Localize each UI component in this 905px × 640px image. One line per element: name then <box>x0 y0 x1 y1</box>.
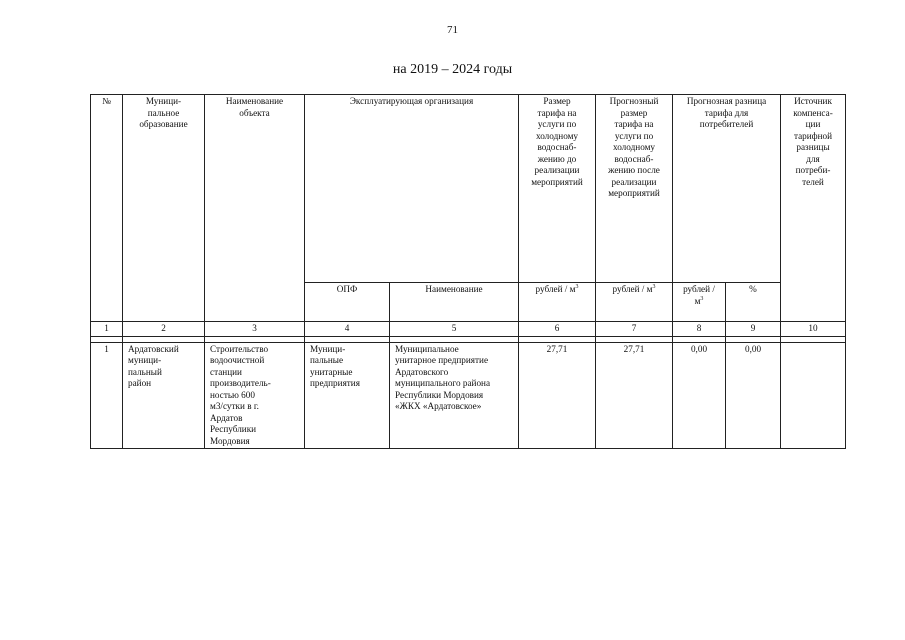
header-row-1 <box>91 95 846 283</box>
column-number: 3 <box>205 322 305 337</box>
header-opf: ОПФ <box>305 283 390 322</box>
header-unit-diff: рублей / $м^3$ <box>673 283 726 322</box>
row-tariff-before: 27,71 <box>519 342 596 449</box>
row-object-name: Строительство водоочистной станции производитель- ностью 600 м3/сутки в г. Ардатов Республики Мордовия <box>205 342 305 449</box>
header-unit-before: рублей / $м^3$ <box>519 283 596 322</box>
header-unit-forecast: рублей / $м^3$ <box>596 283 673 322</box>
header-num: № <box>91 95 123 322</box>
column-number: 9 <box>726 322 781 337</box>
row-diff-rub: 0,00 <box>673 342 726 449</box>
row-num: 1 <box>91 342 123 449</box>
header-percent: % <box>726 283 781 322</box>
header-source: Источник компенса- ции тарифной разницы для потреби- телей <box>781 95 846 322</box>
document-title: на 2019 – 2024 годы <box>392 62 513 77</box>
column-number: 6 <box>519 322 596 337</box>
page-number: 71 <box>447 24 458 36</box>
column-number: 8 <box>673 322 726 337</box>
column-number: 2 <box>123 322 205 337</box>
header-tariff-before: Размер тарифа на услуги по холодному водоснаб- жению до реализации мероприятий <box>519 95 596 283</box>
tariff-table <box>90 94 846 449</box>
header-name: Наименование <box>390 283 519 322</box>
column-number: 10 <box>781 322 846 337</box>
column-number: 4 <box>305 322 390 337</box>
row-opf: Муници- пальные унитарные предприятия <box>305 342 390 449</box>
row-diff-pct: 0,00 <box>726 342 781 449</box>
header-municipality: Муници- пальное образование <box>123 95 205 322</box>
column-number: 5 <box>390 322 519 337</box>
column-number: 1 <box>91 322 123 337</box>
header-tariff-forecast: Прогнозный размер тарифа на услуги по холодному водоснаб- жению после реализации мероприятий <box>596 95 673 283</box>
row-tariff-forecast: 27,71 <box>596 342 673 449</box>
row-org-name: Муниципальное унитарное предприятие Ардатовского муниципального района Республики Мордовия «ЖКХ «Ардатовское» <box>390 342 519 449</box>
header-tariff-diff: Прогнозная разница тарифа для потребителей <box>673 95 781 283</box>
column-number: 7 <box>596 322 673 337</box>
header-object-name: Наименование объекта <box>205 95 305 322</box>
row-municipality: Ардатовский муници- пальный район <box>123 342 205 449</box>
header-operator: Эксплуатирующая организация <box>305 95 519 283</box>
row-source <box>781 342 846 449</box>
table-row <box>91 342 846 449</box>
column-numbers-row <box>91 322 846 337</box>
